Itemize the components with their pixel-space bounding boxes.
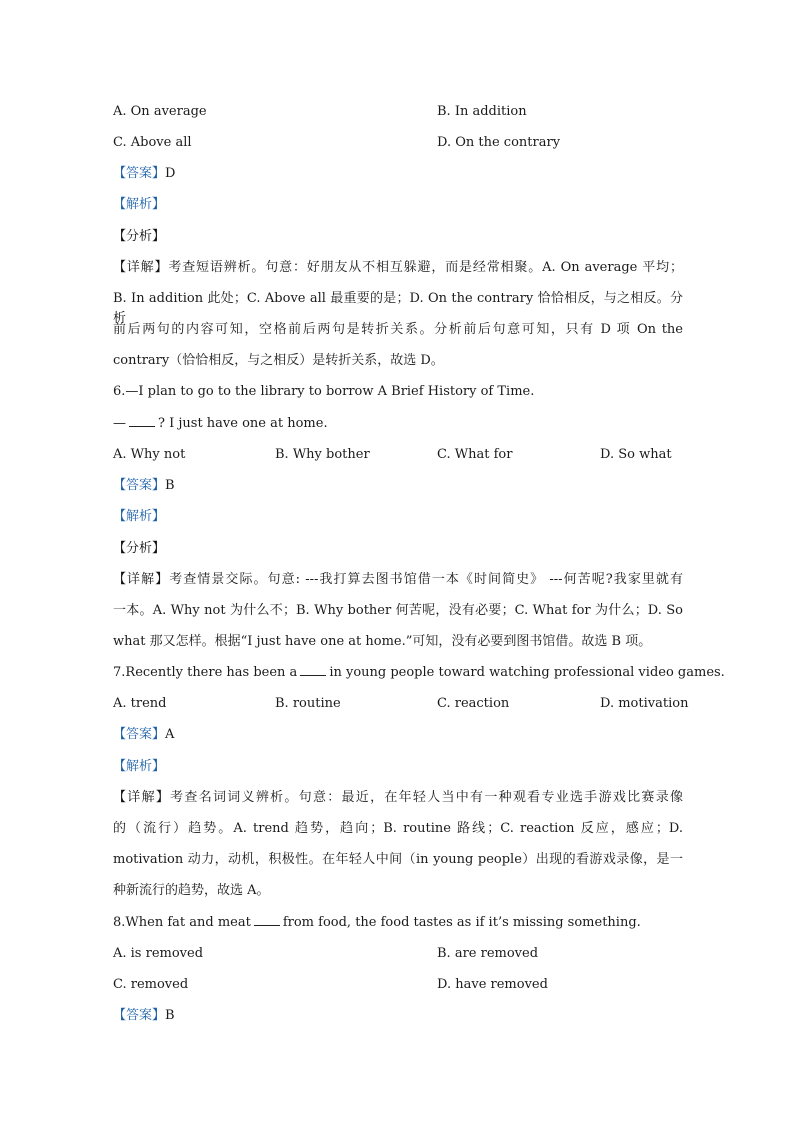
- q6-detail-line-2: 一本。A. Why not 为什么不；B. Why bother 何苦呢，没有必要；C. What for 为什么；D. So: [113, 603, 683, 618]
- q8-option-d: D. have removed: [437, 977, 548, 992]
- q6-option-a: A. Why not: [113, 447, 186, 462]
- q5-detail-line-3: 前后两句的内容可知，空格前后两句是转折关系。分析前后句意可知，只有 D 项 On the: [113, 322, 683, 337]
- q7-answer: A: [165, 727, 175, 742]
- q6-stem: 6.—I plan to go to the library to borrow A Brief History of Time.: [113, 384, 535, 399]
- q7-answer-line: 【答案】A: [113, 727, 175, 742]
- q6-option-c: C. What for: [437, 447, 513, 462]
- q7-option-a: A. trend: [113, 696, 167, 711]
- q5-option-c: C. Above all: [113, 135, 192, 150]
- q6-answer-line: 【答案】B: [113, 478, 175, 493]
- q8-option-b: B. are removed: [437, 946, 539, 961]
- q5-answer: D: [165, 166, 176, 181]
- q5-option-a: A. On average: [113, 104, 207, 119]
- q6-fenxi-tag: 【分析】: [113, 541, 166, 556]
- q8-answer: B: [165, 1008, 175, 1023]
- q7-option-c: C. reaction: [437, 696, 510, 711]
- q8-answer-line: 【答案】B: [113, 1008, 175, 1023]
- q6-analysis-tag: 【解析】: [113, 509, 166, 524]
- q7-detail-line-4: 种新流行的趋势，故选 A。: [113, 883, 270, 898]
- q7-analysis-tag: 【解析】: [113, 759, 166, 774]
- q7-detail-line-3: motivation 动力，动机，积极性。在年轻人中间（in young people）出现的看游戏录像，是一: [113, 852, 683, 867]
- q7-option-b: B. routine: [275, 696, 341, 711]
- q5-detail-line-4: contrary（恰恰相反，与之相反）是转折关系，故选 D。: [113, 353, 444, 368]
- q7-detail-line-2: 的（流行）趋势。A. trend 趋势，趋向；B. routine 路线；C. reaction 反应，感应；D.: [113, 821, 683, 836]
- q5-option-d: D. On the contrary: [437, 135, 561, 150]
- q7-stem: 7.Recently there has been a in young people toward watching professional video games.: [113, 665, 725, 680]
- answer-tag: 【答案】: [113, 166, 166, 181]
- q6-detail-line-3: what 那又怎样。根据“I just have one at home.”可知，没有必要到图书馆借。故选 B 项。: [113, 634, 652, 649]
- q8-option-a: A. is removed: [113, 946, 204, 961]
- answer-blank: [254, 913, 280, 926]
- q5-detail-line-2: B. In addition 此处；C. Above all 最重要的是；D. On the contrary 恰恰相反，与之相反。分析: [113, 291, 683, 326]
- q5-fenxi-tag: 【分析】: [113, 229, 166, 244]
- q8-stem: 8.When fat and meat from food, the food tastes as if it’s missing something.: [113, 915, 641, 930]
- q6-detail-line-1: 【详解】考查情景交际。句意: ---我打算去图书馆借一本《时间简史》 ---何苦呢?我家里就有: [113, 572, 683, 587]
- q5-detail-line-1: 【详解】考查短语辨析。句意：好朋友从不相互躲避，而是经常相聚。A. On average 平均；: [113, 260, 683, 275]
- answer-blank: [300, 663, 326, 676]
- q6-option-b: B. Why bother: [275, 447, 370, 462]
- q6-option-d: D. So what: [600, 447, 672, 462]
- q7-option-d: D. motivation: [600, 696, 689, 711]
- q5-answer-line: [113, 164, 683, 184]
- q8-option-c: C. removed: [113, 977, 189, 992]
- q6-stem-reply: — ? I just have one at home.: [113, 416, 328, 431]
- q7-detail-line-1: 【详解】考查名词词义辨析。句意：最近，在年轻人当中有一种观看专业选手游戏比赛录像: [113, 790, 683, 805]
- answer-blank: [129, 414, 155, 427]
- q5-analysis-tag: 【解析】: [113, 197, 166, 212]
- q5-option-b: B. In addition: [437, 104, 527, 119]
- detail-tag: 【详解】: [113, 260, 169, 275]
- q6-answer: B: [165, 478, 175, 493]
